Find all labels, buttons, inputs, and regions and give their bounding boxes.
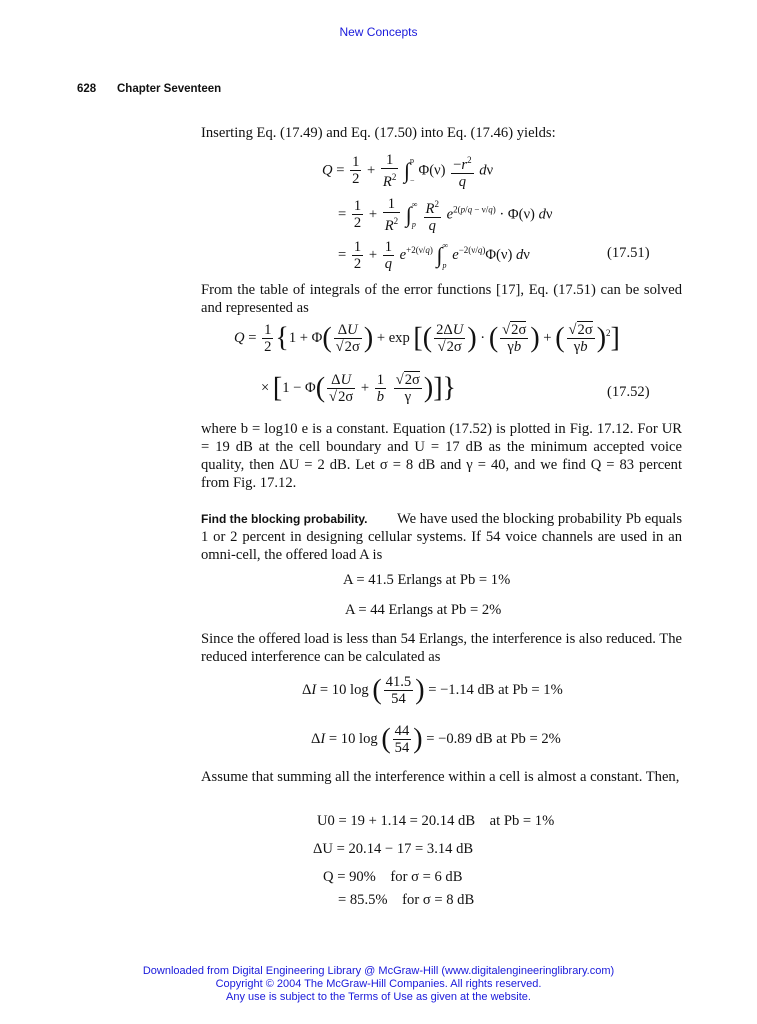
page-number: 628 (77, 83, 97, 95)
equation-number-17-51: (17.51) (607, 245, 650, 261)
delta-i-equation-1: ΔI = 10 log ( $\frac{41.5}{54}$ ) = −1.14 dB at Pb = 1% (302, 674, 563, 707)
q-result-1: Q = 90% for σ = 6 dB (323, 869, 463, 885)
header-site-label[interactable]: New Concepts (339, 25, 418, 39)
equation-17-52-line-2: × [1 − Φ( $\frac{\Delta U}{√2\sigma}$ + $\frac{1}{b}$ $\frac{√2\sigma}{\gamma}$ )]} (261, 372, 456, 405)
paragraph-table-integrals: From the table of integrals of the error functions [17], Eq. (17.51) can be solved and represented as (201, 282, 682, 316)
offered-load-2: A = 44 Erlangs at Pb = 2% (345, 602, 502, 618)
paragraph-blocking: We have used the blocking probability Pb equals 1 or 2 percent in designing cellular systems. If 54 voice channels are used in an omni-cell, the offered load A is (201, 511, 682, 563)
q-result-2: = 85.5% for σ = 8 dB (338, 892, 475, 908)
section-heading-blocking: Find the blocking probability. (201, 512, 368, 526)
footer-download-link[interactable]: Downloaded from Digital Engineering Library @ McGraw-Hill (www.digitalengineeringlibrary.com) (142, 965, 615, 977)
u0-equation: U0 = 19 + 1.14 = 20.14 dB at Pb = 1% (317, 813, 555, 829)
equation-number-17-52: (17.52) (607, 384, 650, 400)
paragraph-reduced: Since the offered load is less than 54 Erlangs, the interference is also reduced. The reduced interference can be calculated as (201, 631, 682, 665)
chapter-title: Chapter Seventeen (117, 83, 222, 95)
delta-u-equation: ΔU = 20.14 − 17 = 3.14 dB (313, 841, 474, 857)
delta-i-result-1: = −1.14 dB at Pb = 1% (428, 681, 563, 698)
footer-copyright[interactable]: Copyright © 2004 The McGraw-Hill Companies. All rights reserved. (215, 978, 542, 990)
footer-terms[interactable]: Any use is subject to the Terms of Use as given at the website. (226, 991, 531, 1003)
equation-line-3: = $\frac{1}{2}$ + $\frac{1}{q}$ $e^{+2(\nu/q)}$ ∫∞ $pe^{-2(\nu/q)}\Phi(\nu)$ dν (338, 239, 530, 272)
paragraph-where-b: where b = log10 e is a constant. Equation (17.52) is plotted in Fig. 17.12. For UR = 19 dB at the cell boundary and U = 17 dB as the minimum accepted voice quality, then ΔU = 2 dB. Let σ = 8 dB and γ = 40, and we find Q = 83 percent from Fig. 17.12. (201, 421, 682, 491)
paragraph-assume: Assume that summing all the interference within a cell is almost a constant. Then, (201, 769, 680, 785)
equation-17-52-line-1: Q = $\frac{1}{2}$ {1 + Φ( $\frac{\Delta U}{√2\sigma}$ ) + exp [( $\frac{2\Delta U}{√2\sigma}$ ) · ( $\frac{√2\sigma}{\gamma b}$ ) + ( $\frac{√2\sigma}{\gamma b}$ )$^2$] (234, 322, 620, 355)
offered-load-1: A = 41.5 Erlangs at Pb = 1% (343, 572, 511, 588)
paragraph-inserting: Inserting Eq. (17.49) and Eq. (17.50) into Eq. (17.46) yields: (201, 125, 556, 141)
equation-line-2: = $\frac{1}{2}$ + $\frac{1}{R^2}$ ∫∞ p $\frac{R^2}{q}$ $e^{2(p/q - \nu/q)} \cdot \Phi(\nu)$ dν (338, 196, 553, 234)
delta-i-result-2: = −0.89 dB at Pb = 2% (426, 730, 561, 747)
equation-line-1: Q = $\frac{1}{2}$ + $\frac{1}{R^2}$ ∫p −Φ(ν) $\frac{-r^2}{q}$ dν (322, 152, 494, 190)
delta-i-equation-2: ΔI = 10 log ( $\frac{44}{54}$ ) = −0.89 dB at Pb = 2% (311, 723, 561, 756)
